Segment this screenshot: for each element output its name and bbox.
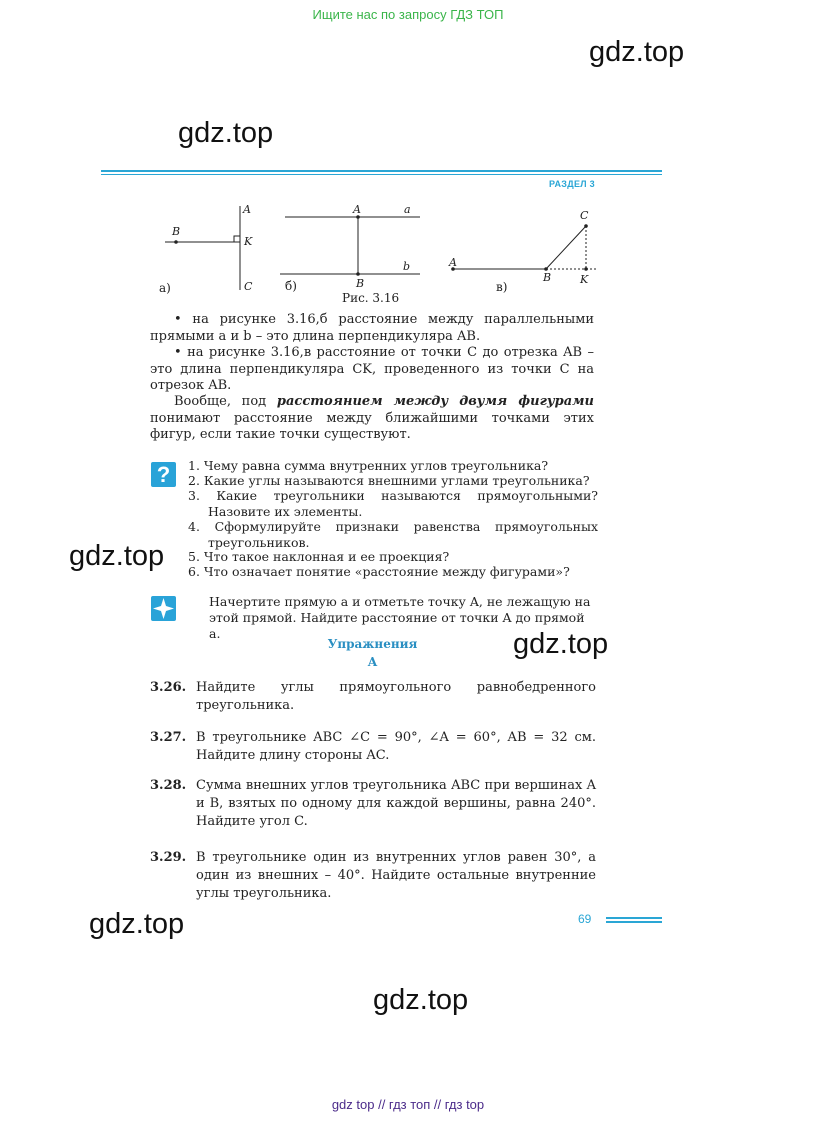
exercise-number: 3.29. [150, 850, 187, 865]
question-item: 5. Что такое наклонная и ее проекция? [188, 549, 450, 564]
point-label: K [580, 273, 589, 286]
exercise-number: 3.28. [150, 778, 187, 793]
figure-b [280, 217, 420, 274]
point-label: B [356, 277, 365, 290]
section-label: РАЗДЕЛ 3 [549, 179, 595, 189]
star-icon [151, 596, 176, 621]
header-rule [101, 170, 662, 172]
bottom-links[interactable]: gdz top // гдз топ // гдз top [331, 1097, 485, 1112]
figure-tag: а) [159, 281, 171, 295]
paragraph: • на рисунке 3.16,б расстояние между параллельными прямыми a и b – это длина перпендикуляра AB. [150, 312, 594, 344]
top-search-link[interactable]: Ищите нас по запросу ГДЗ ТОП [312, 7, 504, 22]
header-rule-thin [101, 174, 662, 175]
point-label: b [403, 260, 411, 273]
point-label: A [243, 203, 251, 216]
figure-tag: б) [285, 279, 297, 293]
question-item: 2. Какие углы называются внешними углами треугольника? [188, 473, 590, 488]
point-label: B [172, 225, 181, 238]
exercises-level: А [367, 655, 378, 669]
point-label: B [543, 271, 552, 284]
figure-3-16 [150, 200, 610, 300]
question-item: 1. Чему равна сумма внутренних углов треугольника? [188, 458, 549, 473]
watermark: gdz.top [373, 984, 469, 1016]
exercises-title: Упражнения [327, 637, 418, 651]
exercise-text: В треугольнике ABC ∠C = 90°, ∠A = 60°, AB = 32 см. Найдите длину стороны AC. [196, 730, 596, 763]
page-number: 69 [578, 912, 592, 926]
footer-rule [606, 921, 662, 923]
term-highlight: расстоянием между двумя фигурами [276, 394, 594, 409]
paragraph: Вообще, под расстоянием между двумя фигурами понимают расстояние между ближайшими точками этих фигур, если такие точки существуют. [150, 394, 594, 442]
watermark: gdz.top [178, 117, 274, 149]
exercise-item [150, 777, 596, 829]
exercise-text: Сумма внешних углов треугольника ABC при вершинах A и B, взятых по одному для каждой вершины, равна 240°. Найдите угол C. [196, 778, 596, 829]
exercise-item [150, 679, 596, 713]
watermark: gdz.top [513, 628, 609, 660]
exercise-number: 3.27. [150, 730, 187, 745]
question-item: 3. Какие треугольники называются прямоугольными? Назовите их элементы. [188, 488, 598, 519]
exercise-item [150, 849, 596, 901]
question-item: 4. Сформулируйте признаки равенства прямоугольных треугольников. [188, 519, 598, 550]
point-label: C [244, 280, 253, 293]
figure-tag: в) [496, 280, 508, 294]
exercise-text: В треугольнике один из внутренних углов равен 30°, а один из внешних – 40°. Найдите остальные внутренние углы треугольника. [196, 850, 596, 901]
point-label: C [580, 209, 589, 222]
question-mark-icon: ? [151, 462, 176, 487]
exercise-number: 3.26. [150, 680, 187, 695]
question-item: 6. Что означает понятие «расстояние между фигурами»? [188, 564, 570, 579]
watermark: gdz.top [89, 908, 185, 940]
paragraph: • на рисунке 3.16,в расстояние от точки C до отрезка AB – это длина перпендикуляра CK, проведенного из точки C на отрезок AB. [150, 345, 594, 393]
figure-caption: Рис. 3.16 [342, 291, 400, 305]
figure-c [453, 226, 596, 269]
point-label: a [404, 203, 411, 216]
task-text: Начертите прямую a и отметьте точку A, не лежащую на этой прямой. Найдите расстояние от точки A до прямой a. [209, 594, 591, 641]
point-label: A [449, 256, 457, 269]
figure-a [165, 206, 240, 290]
point-label: K [244, 235, 253, 248]
watermark: gdz.top [589, 36, 685, 68]
point-label: A [353, 203, 361, 216]
footer-rule [606, 917, 662, 919]
exercise-text: Найдите углы прямоугольного равнобедренного треугольника. [196, 680, 596, 713]
watermark: gdz.top [69, 540, 165, 572]
exercise-item [150, 729, 596, 763]
